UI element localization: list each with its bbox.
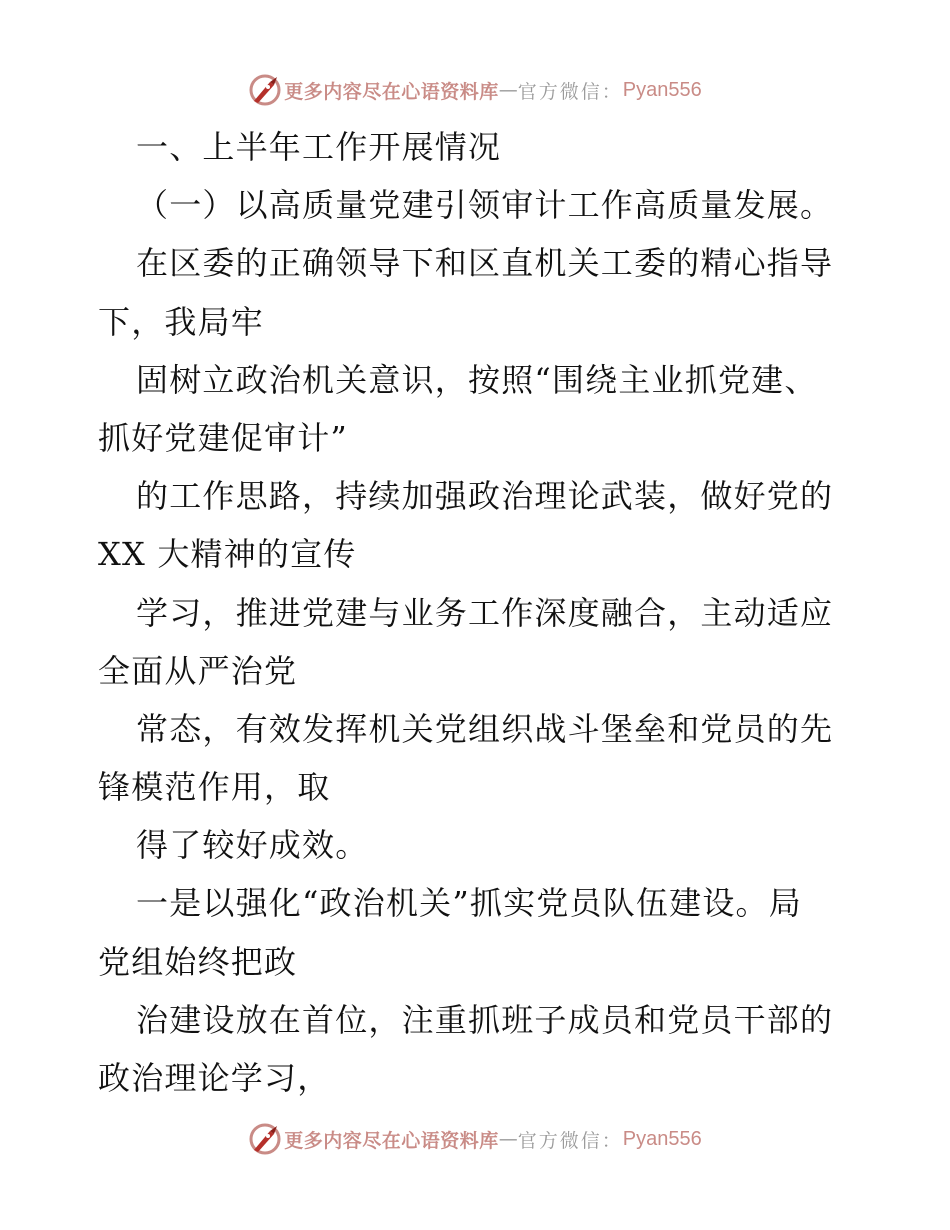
- paragraph-line: 固树立政治机关意识，按照“围绕主业抓党建、: [136, 360, 818, 399]
- paragraph-line: 锋模范作用，取: [98, 768, 331, 807]
- paragraph-line: 党组始终把政: [98, 942, 298, 981]
- paragraph-line: 抓好党建促审计”: [98, 418, 348, 457]
- paragraph-line: XX 大精神的宣传: [98, 535, 357, 574]
- paragraph-line: 下，我局牢: [98, 302, 265, 341]
- subsection-heading: （一）以高质量党建引领审计工作高质量发展。: [136, 186, 834, 225]
- quill-pen-logo-icon: [248, 1122, 282, 1156]
- section-heading: 一、上半年工作开展情况: [136, 128, 502, 166]
- footer-banner: [0, 1121, 950, 1157]
- header-wechat-id: Pyan556: [622, 78, 702, 101]
- footer-banner-group: [248, 1122, 702, 1156]
- quill-pen-logo-icon: [248, 73, 282, 107]
- paragraph-line: 得了较好成效。: [136, 826, 369, 865]
- footer-wechat-id: Pyan556: [622, 1127, 702, 1150]
- document-body: [98, 118, 858, 1107]
- footer-banner-text: 更多内容尽在心语资料库: [284, 1129, 499, 1152]
- paragraph-line: 政治理论学习，: [98, 1059, 331, 1097]
- footer-wechat-label: 官方微信：: [517, 1129, 623, 1152]
- paragraph-line: 全面从严治党: [98, 651, 298, 690]
- header-wechat-label: 官方微信：: [517, 80, 623, 103]
- paragraph-line: 学习，推进党建与业务工作深度融合，主动适应: [136, 593, 834, 632]
- header-banner-text: 更多内容尽在心语资料库: [284, 80, 499, 103]
- footer-banner-dash: —: [498, 1128, 518, 1150]
- header-banner-group: [248, 73, 702, 107]
- header-banner: [0, 72, 950, 108]
- paragraph-line: 一是以强化“政治机关”抓实党员队伍建设。局: [136, 884, 802, 923]
- paragraph-line: 治建设放在首位，注重抓班子成员和党员干部的: [136, 1000, 834, 1039]
- header-banner-dash: —: [498, 79, 518, 101]
- paragraph-line: 在区委的正确领导下和区直机关工委的精心指导: [136, 244, 834, 283]
- paragraph-line: 常态，有效发挥机关党组织战斗堡垒和党员的先: [136, 709, 834, 748]
- paragraph-line: 的工作思路，持续加强政治理论武装，做好党的: [136, 477, 834, 516]
